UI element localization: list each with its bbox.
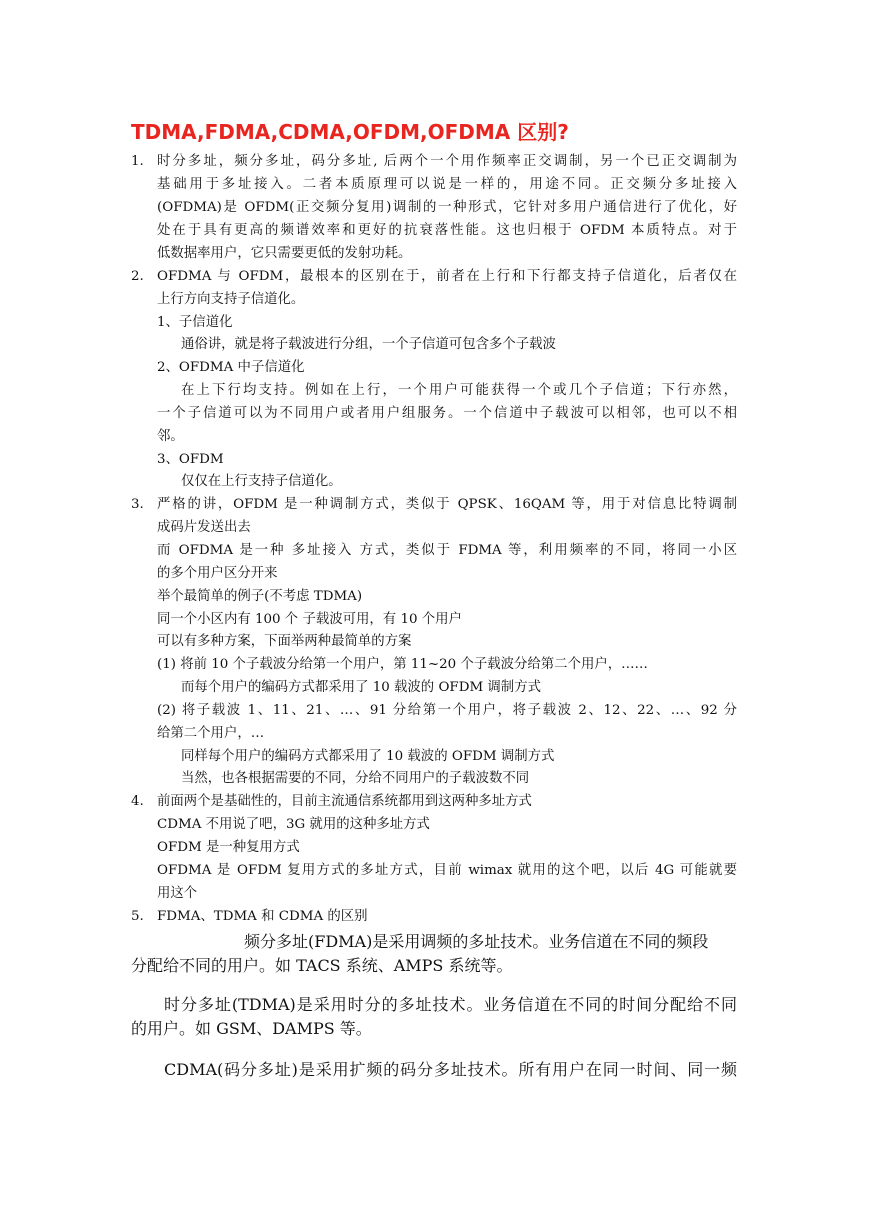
- sub2-line: 邻。: [157, 429, 184, 444]
- item3-line: 而每个用户的编码方式都采用了 10 载波的 OFDM 调制方式: [181, 680, 541, 695]
- page-title: TDMA,FDMA,CDMA,OFDM,OFDMA 区别?: [131, 120, 569, 144]
- subheading-3: 3、OFDM: [157, 452, 224, 467]
- item2-line: 上行方向支持子信道化。: [157, 292, 305, 307]
- item3-line: 可以有多种方案，下面举两种最简单的方案: [157, 634, 412, 649]
- item3-line: 当然，也各根据需要的不同，分给不同用户的子载波数不同: [181, 771, 530, 786]
- tdma-paragraph-line: 的用户。如 GSM、DAMPS 等。: [131, 1019, 372, 1038]
- item4-line: 用这个: [157, 886, 198, 901]
- item3-line: 成码片发送出去: [157, 520, 251, 535]
- sub2-line: 一个子信道可以为不同用户或者用户组服务。一个信道中子载波可以相邻，也可以不相: [157, 406, 737, 421]
- item4-line: OFDMA 是 OFDM 复用方式的多址方式，目前 wimax 就用的这个吧，以后 4G 可能就要: [157, 863, 737, 878]
- item3-line: (1) 将前 10 个子载波分给第一个用户，第 11~20 个子载波分给第二个用户，……: [157, 657, 648, 672]
- list-number-2: 2.: [131, 269, 144, 284]
- sub2-line: 在上下行均支持。例如在上行，一个用户可能获得一个或几个子信道；下行亦然，: [181, 383, 737, 398]
- list-number-4: 4.: [131, 794, 144, 809]
- item3-line: 严格的讲，OFDM 是一种调制方式，类似于 QPSK、16QAM 等，用于对信息比特调制: [157, 497, 737, 512]
- item5-heading: FDMA、TDMA 和 CDMA 的区别: [157, 909, 368, 924]
- list-number-3: 3.: [131, 497, 144, 512]
- fdma-paragraph-line: 分配给不同的用户。如 TACS 系统、AMPS 系统等。: [131, 956, 513, 975]
- item2-line: OFDMA 与 OFDM，最根本的区别在于，前者在上行和下行都支持子信道化，后者仅在: [157, 269, 737, 284]
- item3-line: 同一个小区内有 100 个 子载波可用，有 10 个用户: [157, 612, 462, 627]
- subheading-2: 2、OFDMA 中子信道化: [157, 360, 305, 375]
- sub1-body: 通俗讲，就是将子载波进行分组，一个子信道可包含多个子载波: [181, 337, 556, 352]
- list-number-5: 5.: [131, 909, 144, 924]
- item1-line: (OFDMA)是 OFDM(正交频分复用)调制的一种形式，它针对多用户通信进行了优化，好: [157, 200, 737, 215]
- item4-line: OFDM 是一种复用方式: [157, 840, 300, 855]
- fdma-paragraph-line: 频分多址(FDMA)是采用调频的多址技术。业务信道在不同的频段: [244, 932, 709, 951]
- subheading-1: 1、子信道化: [157, 315, 233, 330]
- cdma-paragraph-line: CDMA(码分多址)是采用扩频的码分多址技术。所有用户在同一时间、同一频: [164, 1060, 737, 1079]
- sub3-body: 仅仅在上行支持子信道化。: [181, 474, 342, 489]
- item3-line: 而 OFDMA 是一种 多址接入 方式，类似于 FDMA 等，利用频率的不同，将同一小区: [157, 543, 737, 558]
- item1-line: 基础用于多址接入。二者本质原理可以说是一样的，用途不同。正交频分多址接入: [157, 177, 737, 192]
- item1-line: 低数据率用户，它只需要更低的发射功耗。: [157, 246, 412, 261]
- item4-line: CDMA 不用说了吧，3G 就用的这种多址方式: [157, 817, 430, 832]
- item3-line: (2) 将子载波 1、11、21、…、91 分给第一个用户，将子载波 2、12、22、…、92 分: [157, 703, 737, 718]
- item3-line: 的多个用户区分开来: [157, 566, 278, 581]
- list-number-1: 1.: [131, 154, 144, 169]
- item3-line: 举个最简单的例子(不考虑 TDMA): [157, 589, 363, 604]
- item1-line: 处在于具有更高的频谱效率和更好的抗衰落性能。这也归根于 OFDM 本质特点。对于: [157, 223, 737, 238]
- item3-line: 给第二个用户，…: [157, 726, 265, 741]
- item4-line: 前面两个是基础性的，目前主流通信系统都用到这两种多址方式: [157, 794, 532, 809]
- item1-line: 时分多址，频分多址，码分多址, 后两个一个用作频率正交调制，另一个已正交调制为: [157, 154, 737, 169]
- tdma-paragraph-line: 时分多址(TDMA)是采用时分的多址技术。业务信道在不同的时间分配给不同: [164, 995, 737, 1014]
- item3-line: 同样每个用户的编码方式都采用了 10 载波的 OFDM 调制方式: [181, 749, 555, 764]
